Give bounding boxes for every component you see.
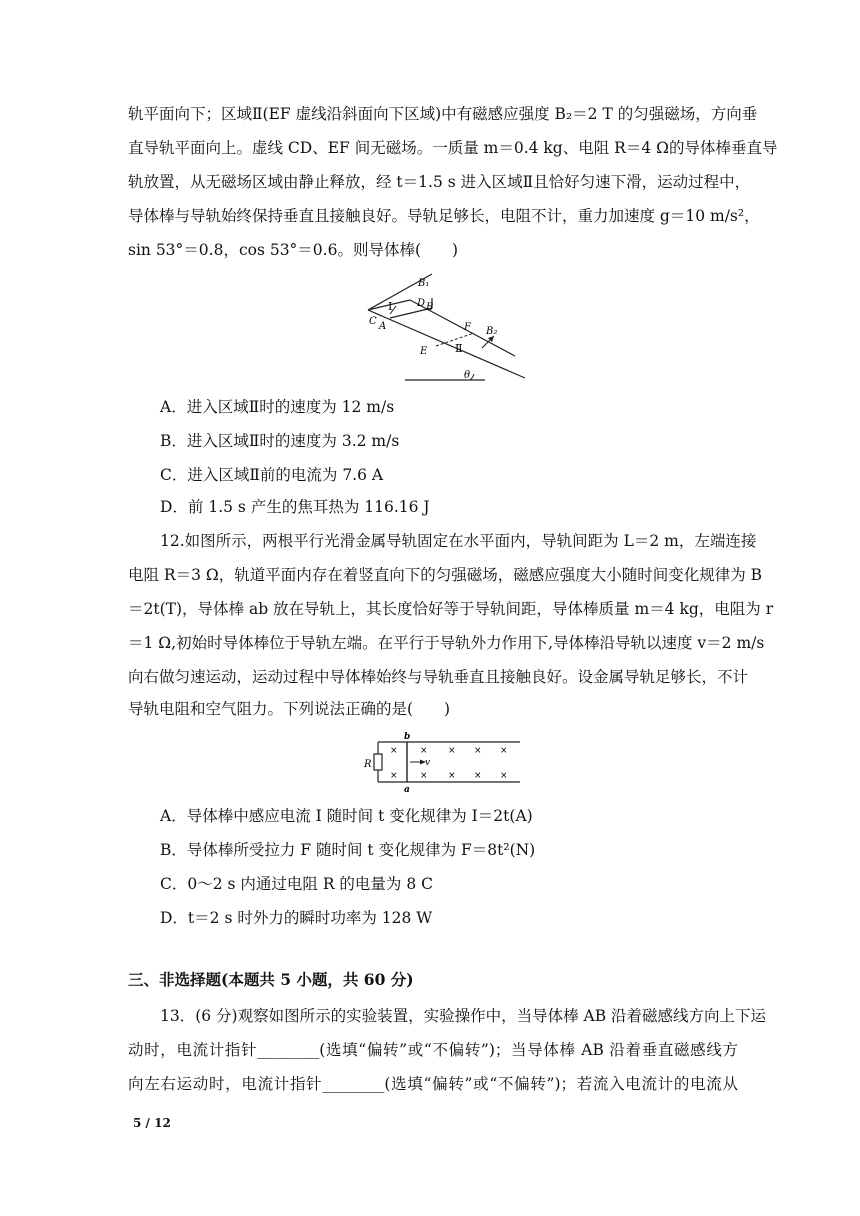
q12-line-3: ＝2t(T)，导体棒 ab 放在导轨上，其长度恰好等于导轨间距，导体棒质量 m＝4 kg，电阻为 r [128,600,774,618]
q12-option-d: D．t＝2 s 时外力的瞬时功率为 128 W [160,909,433,927]
label-f: F [464,322,471,333]
q11-option-a: A．进入区域Ⅱ时的速度为 12 m/s [160,398,395,416]
q11-option-c: C．进入区域Ⅱ前的电流为 7.6 A [160,466,384,484]
q13-line-3: 向左右运动时，电流计指针________(选填“偏转”或“不偏转”)；若流入电流计的电流从 [128,1075,738,1093]
q12-option-b: B．导体棒所受拉力 F 随时间 t 变化规律为 F＝8t²(N) [160,841,536,859]
field-cross: × [448,746,456,756]
horizontal-rails-figure [362,730,522,794]
page-number: 5 / 12 [133,1116,171,1130]
q13-line-1: 13．(6 分)观察如图所示的实验装置，实验操作中，当导体棒 AB 沿着磁感线方向上下运 [160,1007,767,1025]
q11-line-3: 轨放置，从无磁场区域由静止释放，经 t＝1.5 s 进入区域Ⅱ且恰好匀速下滑，运动过程中， [128,173,751,191]
field-cross: × [448,771,456,781]
q11-line-4: 导体棒与导轨始终保持垂直且接触良好。导轨足够长，电阻不计，重力加速度 g＝10 m/s²， [128,207,760,225]
q11-option-b: B．进入区域Ⅱ时的速度为 3.2 m/s [160,432,400,450]
label-c: C [369,316,377,327]
q12-line-4: ＝1 Ω,初始时导体棒位于导轨左端。在平行于导轨外力作用下,导体棒沿导轨以速度 v＝2 m/s [128,634,765,652]
q11-line-5: sin 53°＝0.8，cos 53°＝0.6。则导体棒( ) [128,241,459,259]
field-cross: × [474,746,482,756]
label-rod-a: a [404,785,410,794]
section-heading: 三、非选择题(本题共 5 小题，共 60 分) [128,970,414,989]
label-rod-b: b [404,732,411,742]
label-region-2: Ⅱ [455,342,463,355]
q11-line-2: 直导轨平面向上。虚线 CD、EF 间无磁场。一质量 m＝0.4 kg、电阻 R＝4 Ω的导体棒垂直导 [128,139,778,157]
field-cross: × [390,771,398,781]
label-b1: B₁ [418,278,430,289]
q12-line-5: 向右做匀速运动，运动过程中导体棒始终与导轨垂直且接触良好。设金属导轨足够长，不计 [128,668,749,686]
label-d: D [417,298,426,309]
field-cross: × [420,771,428,781]
q12-line-6: 导轨电阻和空气阻力。下列说法正确的是( ) [128,700,451,718]
label-v: v [425,758,431,768]
label-b: B [426,302,434,313]
q12-line-1: 12.如图所示，两根平行光滑金属导轨固定在水平面内，导轨间距为 L＝2 m，左端连接 [160,532,757,550]
label-e: E [420,346,428,357]
label-b2: B₂ [486,326,498,337]
q12-option-c: C．0～2 s 内通过电阻 R 的电量为 8 C [160,875,433,893]
q11-option-d: D．前 1.5 s 产生的焦耳热为 116.16 J [160,498,430,516]
q11-line-1: 轨平面向下；区域Ⅱ(EF 虚线沿斜面向下区域)中有磁感应强度 B₂＝2 T 的匀强磁场，方向垂 [128,105,758,123]
inclined-rails-figure [360,268,530,384]
field-cross: × [390,746,398,756]
q12-line-2: 电阻 R＝3 Ω，轨道平面内存在着竖直向下的匀强磁场，磁感应强度大小随时间变化规律为 B [128,566,763,584]
field-cross: × [500,771,508,781]
label-theta: θ [464,370,471,381]
label-r: R [364,759,372,770]
field-cross: × [500,746,508,756]
field-cross: × [474,771,482,781]
q12-option-a: A．导体棒中感应电流 I 随时间 t 变化规律为 I＝2t(A) [160,807,533,825]
label-a: A [379,321,387,332]
field-cross: × [420,746,428,756]
label-region-1: Ⅰ [388,300,393,313]
q13-line-2: 动时，电流计指针________(选填“偏转”或“不偏转”)；当导体棒 AB 沿着垂直磁感线方 [128,1041,738,1059]
